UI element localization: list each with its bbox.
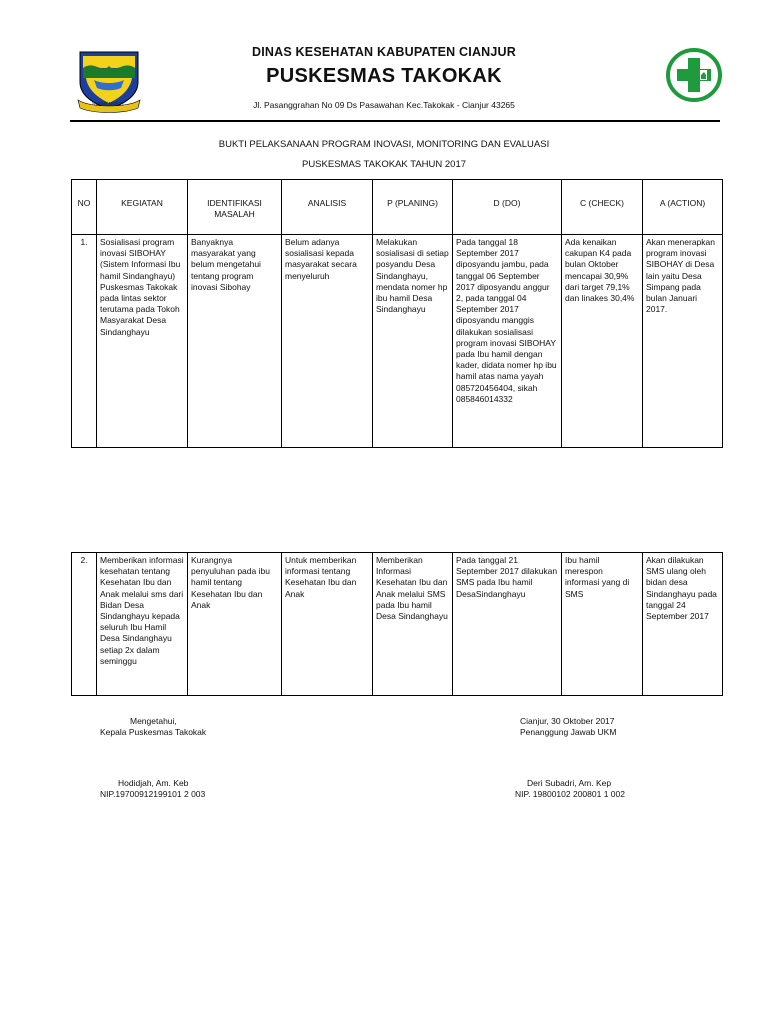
signature-left-line2: Kepala Puskesmas Takokak — [100, 727, 207, 737]
document-title: BUKTI PELAKSANAAN PROGRAM INOVASI, MONITORING DAN EVALUASI — [218, 139, 550, 150]
signature-right — [520, 716, 720, 738]
table-row — [72, 553, 723, 696]
cell-plan: Memberikan Informasi Kesehatan Ibu dan Anak melalui SMS pada Ibu hamil Desa Sindanghayu — [373, 553, 453, 696]
cell-kegiatan: Memberikan informasi kesehatan tentang Kesehatan Ibu dan Anak melalui sms dari Bidan Desa Sindanghayu kepada seluruh Ibu Hamil Desa Sindanghayu setiap 2x dalam seminggu — [97, 553, 188, 696]
column-header-identifikasi: IDENTIFIKASI MASALAH — [188, 180, 282, 235]
puskesmas-name: PUSKESMAS TAKOKAK — [266, 65, 502, 87]
agency-name: DINAS KESEHATAN KABUPATEN CIANJUR — [251, 45, 517, 59]
cell-identifikasi: Banyaknya masyarakat yang belum mengetahui tentang program inovasi Sibohay — [188, 235, 282, 448]
signature-left-name: Hodidjah, Am. Keb — [118, 778, 189, 788]
cell-action: Akan dilakukan SMS ulang oleh bidan desa Sindanghayu pada tanggal 24 September 2017 — [643, 553, 723, 696]
cell-analisis: Belum adanya sosialisasi kepada masyarakat secara menyeluruh — [282, 235, 373, 448]
column-header-no: NO — [72, 180, 97, 235]
signature-left-line1: Mengetahui, — [130, 716, 177, 726]
header-divider — [70, 120, 720, 122]
signature-left-name-block — [100, 778, 300, 800]
cell-identifikasi: Kurangnya penyuluhan pada ibu hamil tentang Kesehatan Ibu dan Anak — [188, 553, 282, 696]
address: Jl. Pasanggrahan No 09 Ds Pasawahan Kec.Takokak - Cianjur 43265 — [253, 100, 515, 110]
emblem-ribbon-text: SUGIH MUKTI — [92, 101, 124, 106]
column-header-do: D (DO) — [453, 180, 562, 235]
signature-right-name-block — [515, 778, 715, 800]
evaluation-table-continued — [71, 552, 723, 696]
column-header-action: A (ACTION) — [643, 180, 723, 235]
evaluation-table — [71, 179, 723, 448]
cell-kegiatan: Sosialisasi program inovasi SIBOHAY (Sistem Informasi Ibu hamil Sindanghayu) Puskesmas Takokak pada lintas sektor terutama pada Tokoh Masyarakat Desa Sindanghayu — [97, 235, 188, 448]
cell-plan: Melakukan sosialisasi di setiap posyandu Desa Sindanghayu, mendata nomer hp ibu hamil Desa Sindanghayu — [373, 235, 453, 448]
table-row — [72, 235, 723, 448]
signature-right-line2: Penanggung Jawab UKM — [520, 727, 617, 737]
cell-do: Pada tanggal 18 September 2017 diposyandu jambu, pada tanggal 06 September 2017 diposyandu anggur 2, pada tanggal 04 September 2017 diposyandu manggis dilakukan sosialisasi program inovasi SIBOHAY pada Ibu hamil dengan kader, didata nomer hp ibu hamil atas nama yayah 085720456404, sikah 085846014332 — [453, 235, 562, 448]
column-header-kegiatan: KEGIATAN — [97, 180, 188, 235]
signature-left — [100, 716, 300, 738]
signature-left-nip: NIP.19700912199101 2 003 — [100, 789, 206, 799]
table-header-row — [72, 180, 723, 235]
cell-no: 2. — [72, 553, 97, 696]
signature-right-nip: NIP. 19800102 200801 1 002 — [515, 789, 625, 799]
column-header-analisis: ANALISIS — [282, 180, 373, 235]
cell-check: Ibu hamil merespon informasi yang di SMS — [562, 553, 643, 696]
cell-check: Ada kenaikan cakupan K4 pada bulan Oktober mencapai 30,9% dari target 79,1% dan linakes 30,4% — [562, 235, 643, 448]
document-subtitle: PUSKESMAS TAKOKAK TAHUN 2017 — [301, 159, 467, 170]
cell-no: 1. — [72, 235, 97, 448]
cell-analisis: Untuk memberikan informasi tentang Kesehatan Ibu dan Anak — [282, 553, 373, 696]
cell-do: Pada tanggal 21 September 2017 dilakukan SMS pada Ibu hamil DesaSindanghayu — [453, 553, 562, 696]
signature-right-line1: Cianjur, 30 Oktober 2017 — [520, 716, 615, 726]
signature-right-name: Deri Subadri, Am. Kep — [527, 778, 612, 788]
column-header-check: C (CHECK) — [562, 180, 643, 235]
cell-action: Akan menerapkan program inovasi SIBOHAY di Desa lain yaitu Desa Simpang pada bulan Januari 2017. — [643, 235, 723, 448]
column-header-plan: P (PLANING) — [373, 180, 453, 235]
